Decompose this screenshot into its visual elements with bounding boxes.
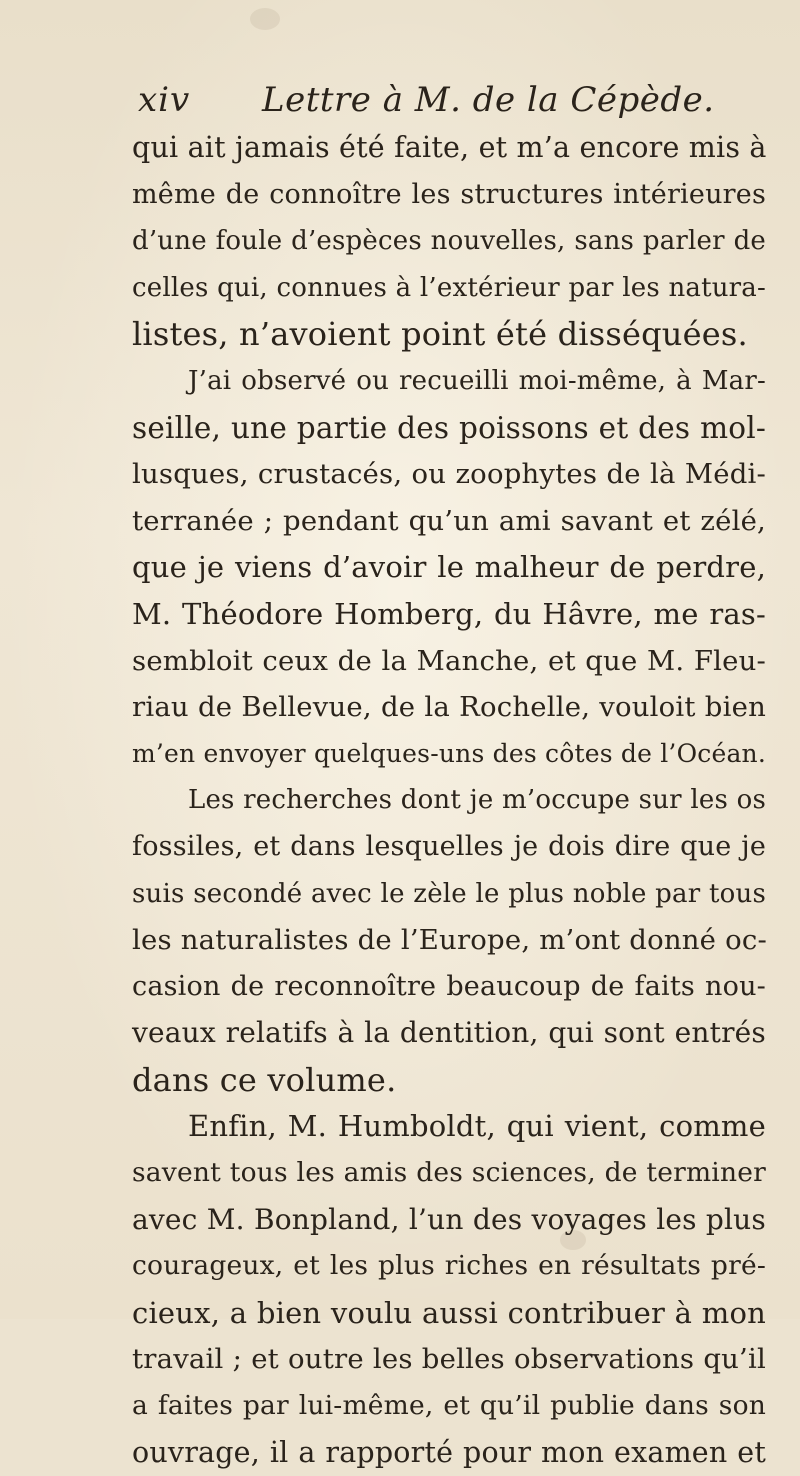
- text-line: sembloit ceux de la Manche, et que M. Fleu-: [132, 644, 766, 677]
- text-line: d’une foule d’espèces nouvelles, sans parler de: [132, 226, 766, 257]
- body-text: [132, 125, 766, 1476]
- text-line: riau de Bellevue, de la Rochelle, vouloit bien: [132, 691, 766, 724]
- text-line: suis secondé avec le zèle le plus noble par tous: [132, 878, 766, 909]
- text-line: les naturalistes de l’Europe, m’ont donné oc-: [132, 924, 767, 957]
- text-line: seille, une partie des poissons et des mol-: [132, 410, 766, 445]
- text-line: J’ai observé ou recueilli moi-même, à Mar-: [188, 365, 766, 396]
- text-line: avec M. Bonpland, l’un des voyages les plus: [132, 1202, 766, 1236]
- text-line: courageux, et les plus riches en résultats pré-: [132, 1250, 766, 1282]
- text-line: même de connoître les structures intérieures: [132, 178, 766, 210]
- text-line: M. Théodore Homberg, du Hâvre, me ras-: [132, 596, 766, 631]
- text-line: veaux relatifs à la dentition, qui sont entrés: [132, 1016, 766, 1050]
- text-line: lusques, crustacés, ou zoophytes de là Médi-: [132, 458, 766, 491]
- text-line: a faites par lui-même, et qu’il publie dans son: [132, 1390, 766, 1422]
- text-line: dans ce volume.: [132, 1060, 397, 1099]
- text-line: Enfin, M. Humboldt, qui vient, comme: [188, 1109, 766, 1144]
- paper-stain: [250, 8, 280, 30]
- text-line: ouvrage, il a rapporté pour mon examen et: [132, 1435, 766, 1469]
- text-line: Les recherches dont je m’occupe sur les os: [188, 785, 766, 816]
- text-line: qui ait jamais été faite, et m’a encore mis à: [132, 131, 767, 164]
- text-line: fossiles, et dans lesquelles je dois dire que je: [132, 830, 766, 862]
- text-line: m’en envoyer quelques-uns des côtes de l’Océan.: [132, 738, 767, 768]
- running-title: Lettre à M. de la Cépède.: [262, 80, 715, 120]
- text-line: terranée ; pendant qu’un ami savant et zélé,: [132, 504, 766, 537]
- text-line: casion de reconnoître beaucoup de faits nou-: [132, 970, 766, 1002]
- text-line: listes, n’avoient point été disséquées.: [132, 315, 748, 354]
- page-number: xiv: [138, 80, 191, 120]
- text-line: savent tous les amis des sciences, de terminer: [132, 1157, 766, 1189]
- text-line: celles qui, connues à l’extérieur par les natura-: [132, 272, 766, 303]
- text-line: cieux, a bien voulu aussi contribuer à mon: [132, 1295, 766, 1330]
- page-header: [138, 80, 758, 120]
- text-line: travail ; et outre les belles observations qu’il: [132, 1343, 766, 1376]
- text-line: que je viens d’avoir le malheur de perdre,: [132, 550, 766, 585]
